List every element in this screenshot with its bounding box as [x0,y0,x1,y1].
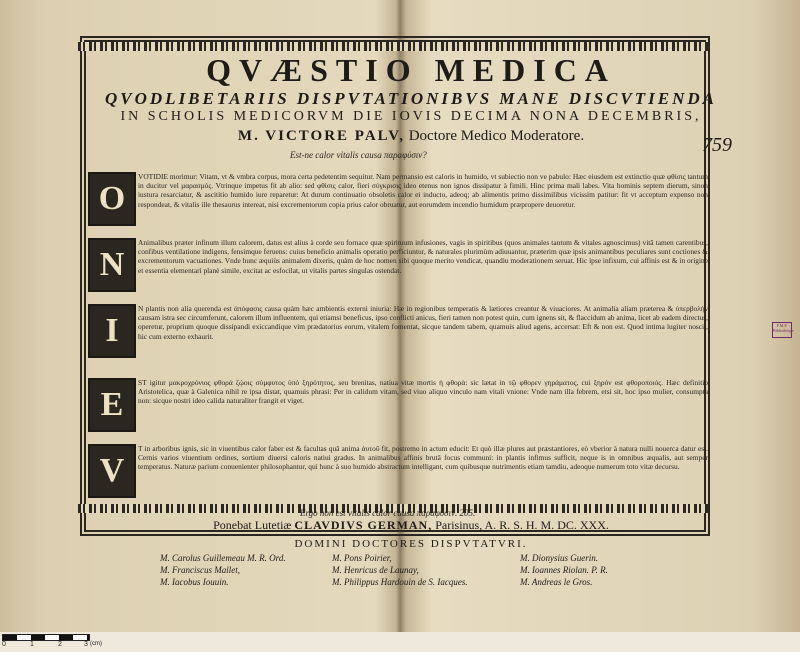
initial-v: V [88,444,136,498]
ruler-icon [2,634,90,641]
ruler-tick: 2 [58,641,62,648]
paragraph-5: T in arboribus ignis, sic in viuentibus calor faber est & facultas quâ anima ἀυτοῦ fit, postremo in actum educit: Et quò illæ plures aut præstantiores, eò vberior à natura nulli nouerca datur est. Cernis varios viuentium ordines, sortium diuersi caloris natiui gradus. In animalibus affinis brutâ focus communi: in plantis infimus sufficit, neque is in omnibus æqualis, aut semper temperatus. Naturæ parium conuenienter philosophantur, qui hunc à suo humido abstractum intelligant, cum quibusque nutrimentis etiam tamdiu, adeoque numerum toto vitæ decursu. [138,444,708,472]
ruler-tick: 1 [30,641,34,648]
disputant: M. Iacobus Iouuin. [160,577,229,587]
ruler-unit: (cm) [90,641,102,647]
title-line-1: QVÆSTIO MEDICA [206,52,616,88]
title-line-3: IN SCHOLIS MEDICORVM DIE IOVIS DECIMA NONA DECEMBRIS, [120,109,702,124]
disputant: M. Franciscus Mallet, [160,565,240,575]
initial-o: O [88,172,136,226]
moderator-role: Doctore Medico Moderatore. [404,128,585,144]
domini-heading: DOMINI DOCTORES DISPVTATVRI. [294,538,528,550]
disputant: M. Ioannes Riolan. P. R. [520,565,608,575]
disputant: M. Carolus Guillemeau M. R. Ord. [160,553,286,563]
ruler-tick: 3 [84,641,88,648]
disputants-column-1 [160,552,286,588]
initial-i: I [88,304,136,358]
top-frieze [78,42,708,51]
disputant: M. Dionysius Guerin. [520,553,598,563]
ruler-tick: 0 [2,641,6,648]
folio-number: 759 [702,134,732,156]
ponebat-name: CLAVDIVS GERMAN, [294,518,433,532]
initial-e: E [88,378,136,432]
paragraph-2: Animalibus præter infinum illum calorem, datus est alius à corde seu fornace quæ spirituum infusiones, vagis in spiritibus (quos animales tantum & vitales agnoscimus) vitâ tamen carentibus, confibus ventilatione indigens, fensimque feruens: cuius beneficio animalis operatio perficiuntur, & naturales plurimùm adiuuantur, præterim quæ ipsis animantibus peculiares sunt coctiones & excrementorum vacuationes. Vnde hunc æquiùs animalem dixeris, quàm de hoc nomen sibi quoque merito vendicat, quandiu moderationem seruat. Hic ipse infixum, cui affinis est & in origine et essentia elementarì planè simile, excitat ac esfocilat, ut vitalis partes singulas ostendat. [138,238,708,275]
paragraph-1: VOTIDIE morimur: Vitam, vt & vmbra corpus, mora certa pedetentim sequitur. Nam permansio est caloris in humido, vt subiectio non ve pabulo: Hæc eiusdem est extinctio quæ φθίσις tantum in ducitur vel μαρασμός. Vtrinque impetus fit ab alio: sed φθίσις calor, fieri σύγκρισις ideo etenus non ignos dissipatur à fimili. Hinc prima mali labes. Vita hominis septem dierum, sinon iustura resarciatur, & ascititio humido iure reparetur: At durum continuatio obsoletis calor ei inducto, adeoq; ab alimentis primo dissimilibus vicissim patitur: fit vt acceptum expenso non respondeat, & vitalis ille thesaurus intereat, nisi excrementorum copia prius calor obruatur, aut eorumdem incendio humidum præpropere deuoretur. [138,172,708,209]
question-top: Est-ne calor vitalis causa παραφύσιν? [290,150,427,160]
thesis-page [50,26,772,616]
scale-bar [0,632,800,652]
disputants-column-2 [332,552,468,588]
ponebat-line [100,518,722,533]
library-stamp: F.M.P. Bibliothèque [772,322,792,338]
question-bottom: Ergo non est vitalis calor causa παραφύσιν. 205. [300,508,476,518]
moderator-line [50,128,772,145]
moderator-name: M. VICTORE PALV, [237,128,405,144]
ponebat-suffix: Parisinus, A. R. S. H. M. DC. XXX. [432,518,609,532]
title-line-2: QVODLIBETARIIS DISPVTATIONIBVS MANE DISCVTIENDA [105,89,717,108]
paragraph-4: ST igitur μακροχρόνιος φθορά ζῴοις σύμφυτος ὑπό ξηρότητος, seu brenitas, natiua vitæ mortis ἡ φθορὰ: sic lætat in τῷ φθορεν γηράματος, cui ξηρόν est φθοροποιός. Hæc definitio Aristotelica, quæ à Galenica nihil re ipsa distat, quamuis phrasi: Per in calidum vitam, sed viuo aliquo vinculo nam vitali vnione: Vnde nam illa febrem, etsi sit, hoc ipso mulier, consumpta non: sicque nostri ideo calida naturaliter frangit et viget. [138,378,708,406]
disputant: M. Henricus de Launay, [332,565,419,575]
initial-n: N [88,238,136,292]
disputants-column-3 [520,552,608,588]
disputant: M. Pons Poirier, [332,553,392,563]
paragraph-3: N plantis non alia querenda est ἀπόφασις causa quàm hæc ambientis externi iniuria: Hæ in regionibus temperatis & lætiores creantur & viuaciores. At animalia aliam præterea & ὑπερβολὴν causam istra sec circumferunt, calorem illum influentem, qui etiamsi beneficus, ipso conflicti anicus, fieri tamen non potest quin, cum ignens sit, & flaccidum ab anima, licet ab eadem directus, operetur, proprium quoque dissipandi exiccandique vim prædatorius eorum, vitalem fomentat, sicque tandem tabem, quamuis aliud agens, accersat: Eft & non est. Quod intima lugiter noscit, hic cum externo exhaurit. [138,304,708,341]
disputant: M. Philippus Hardouin de S. Iacques. [332,577,468,587]
ponebat-prefix: Ponebat Lutetiæ [213,518,295,532]
disputant: M. Andreas le Gros. [520,577,593,587]
